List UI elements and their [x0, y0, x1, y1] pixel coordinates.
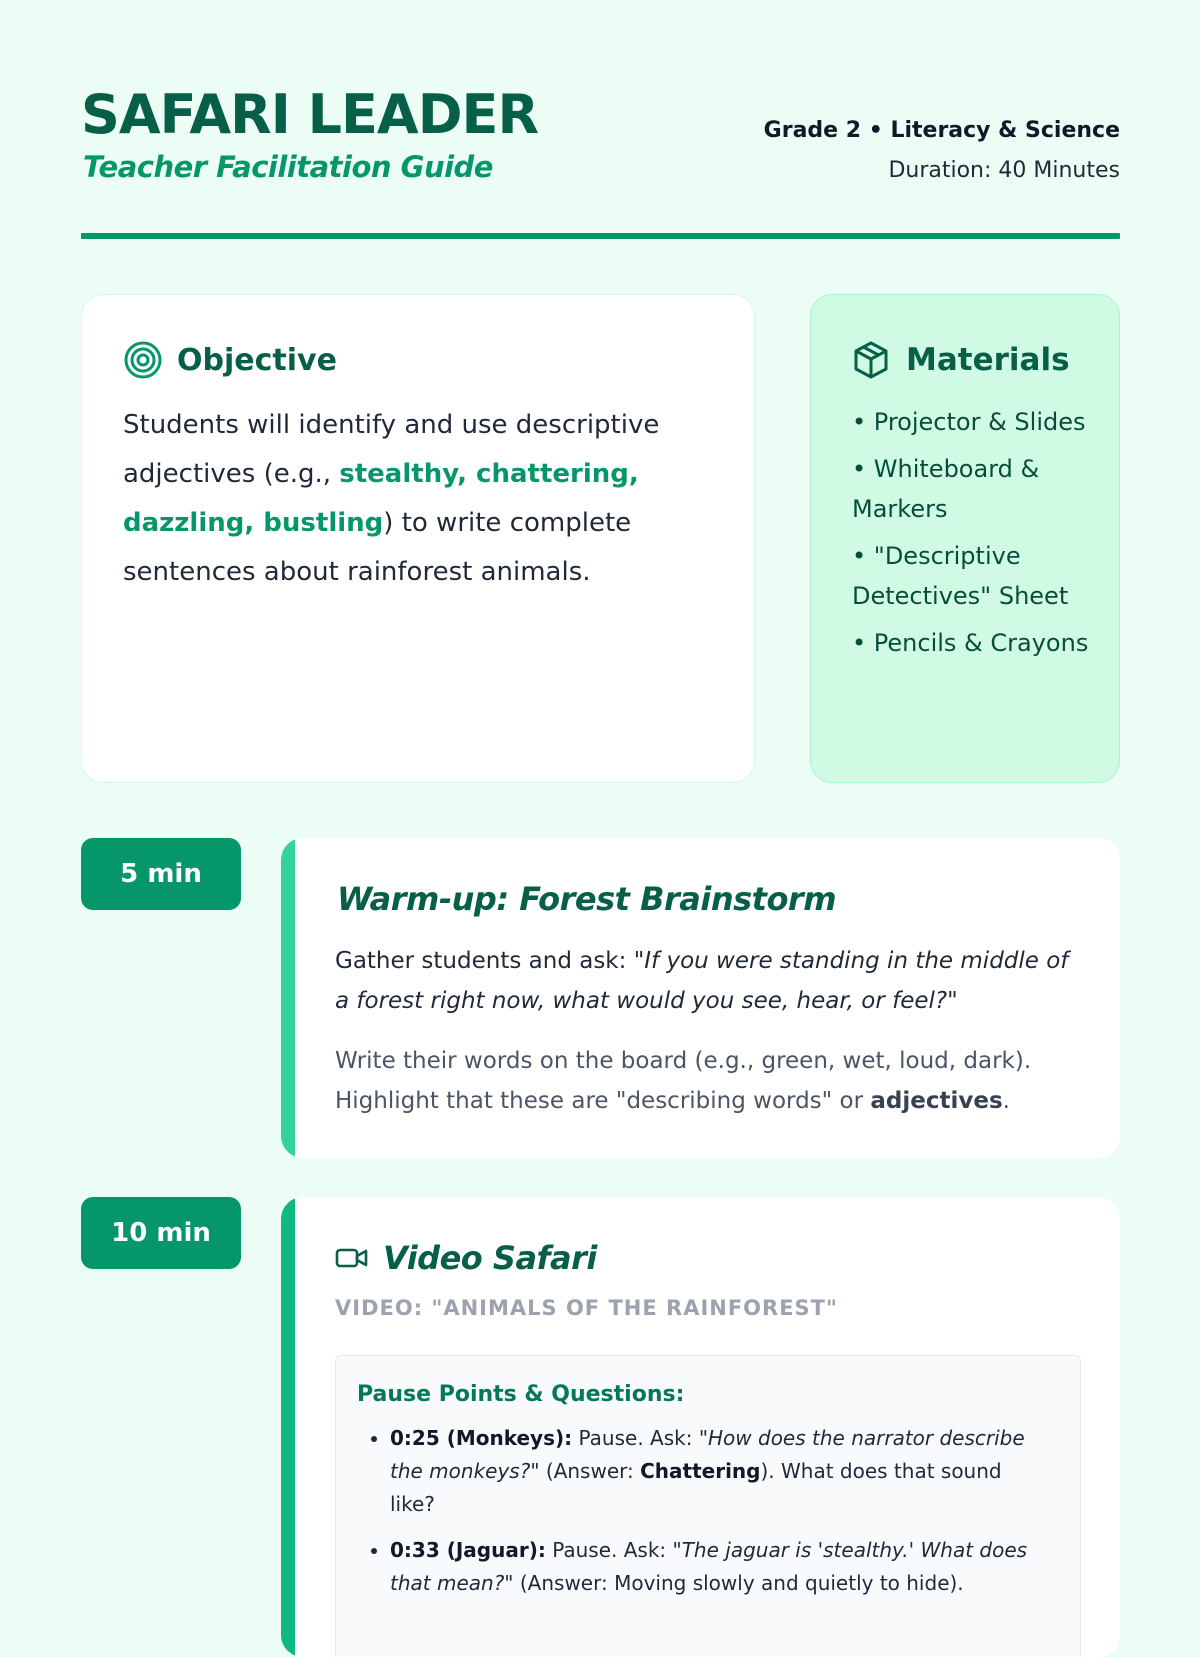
warmup-prompt	[335, 941, 1075, 1021]
objective-text-tail: ) to write complete sentences about rainforest animals.	[123, 508, 632, 587]
time-badge-video: 10 min	[81, 1197, 241, 1269]
pause-followup: ). What does that sound like?	[390, 1459, 1002, 1516]
objective-card	[81, 294, 755, 783]
materials-list	[852, 402, 1092, 670]
materials-card	[810, 294, 1120, 783]
warmup-prompt-lead: Gather students and ask:	[335, 948, 634, 974]
pause-answer-lead: (Answer:	[539, 1459, 641, 1483]
warmup-instructions-lead: Write their words on the board (e.g., green, wet, loud, dark). Highlight that these are "describing words" or	[335, 1048, 1032, 1114]
pause-points-list	[357, 1422, 1050, 1613]
box-icon	[852, 340, 892, 380]
pause-answer: Chattering	[640, 1459, 761, 1483]
video-label: VIDEO: "ANIMALS OF THE RAINFOREST"	[335, 1296, 838, 1320]
video-icon	[335, 1241, 369, 1275]
warmup-keyword: adjectives	[870, 1088, 1003, 1114]
header-divider	[81, 233, 1120, 239]
list-item: • "Descriptive Detectives" Sheet	[852, 542, 1069, 610]
objective-text	[123, 401, 713, 597]
time-badge-warmup: 5 min	[81, 838, 241, 910]
objective-adjective-examples: stealthy, chattering, dazzling, bustling	[123, 459, 639, 538]
section-video-safari	[281, 1197, 1120, 1657]
grade-subject: Grade 2 • Literacy & Science	[763, 118, 1120, 143]
pause-instruction: Pause. Ask:	[572, 1426, 699, 1450]
list-item: • Projector & Slides	[852, 408, 1086, 436]
pause-timestamp: 0:25 (Monkeys):	[390, 1426, 573, 1450]
warmup-instructions-end: .	[1002, 1088, 1010, 1114]
pause-timestamp: 0:33 (Jaguar):	[390, 1538, 546, 1562]
warmup-question: "If you were standing in the middle of a forest right now, what would you see, hear, or feel?"	[335, 948, 1069, 1014]
pause-question: "How does the narrator describe the monkeys?"	[390, 1426, 1025, 1483]
list-item	[390, 1422, 1050, 1521]
pause-answer-lead: (Answer: Moving slowly and quietly to hide).	[513, 1571, 964, 1595]
page-subtitle: Teacher Facilitation Guide	[83, 150, 493, 184]
section-title: Video Safari	[383, 1239, 597, 1277]
materials-heading: Materials	[906, 342, 1070, 378]
section-warmup	[281, 838, 1120, 1158]
objective-text-lead: Students will identify and use descriptive adjectives (e.g.,	[123, 410, 660, 489]
list-item	[390, 1534, 1050, 1600]
lesson-meta	[764, 116, 1120, 186]
header	[81, 84, 1120, 194]
pause-points-heading: Pause Points & Questions:	[357, 1382, 685, 1407]
materials-header	[852, 340, 1070, 380]
pause-points-box	[335, 1355, 1081, 1657]
section-title: Warm-up: Forest Brainstorm	[337, 880, 837, 918]
objective-header	[123, 340, 337, 380]
list-item: • Whiteboard & Markers	[852, 455, 1040, 523]
target-icon	[123, 340, 163, 380]
section-video-header	[335, 1239, 597, 1277]
pause-question: "The jaguar is 'stealthy.' What does that mean?"	[390, 1538, 1028, 1595]
list-item: • Pencils & Crayons	[852, 629, 1089, 657]
pause-instruction: Pause. Ask:	[545, 1538, 673, 1562]
lesson-duration: Duration: 40 Minutes	[888, 158, 1120, 183]
objective-heading: Objective	[177, 342, 337, 378]
warmup-instructions	[335, 1041, 1075, 1121]
page-title: SAFARI LEADER	[81, 83, 539, 146]
